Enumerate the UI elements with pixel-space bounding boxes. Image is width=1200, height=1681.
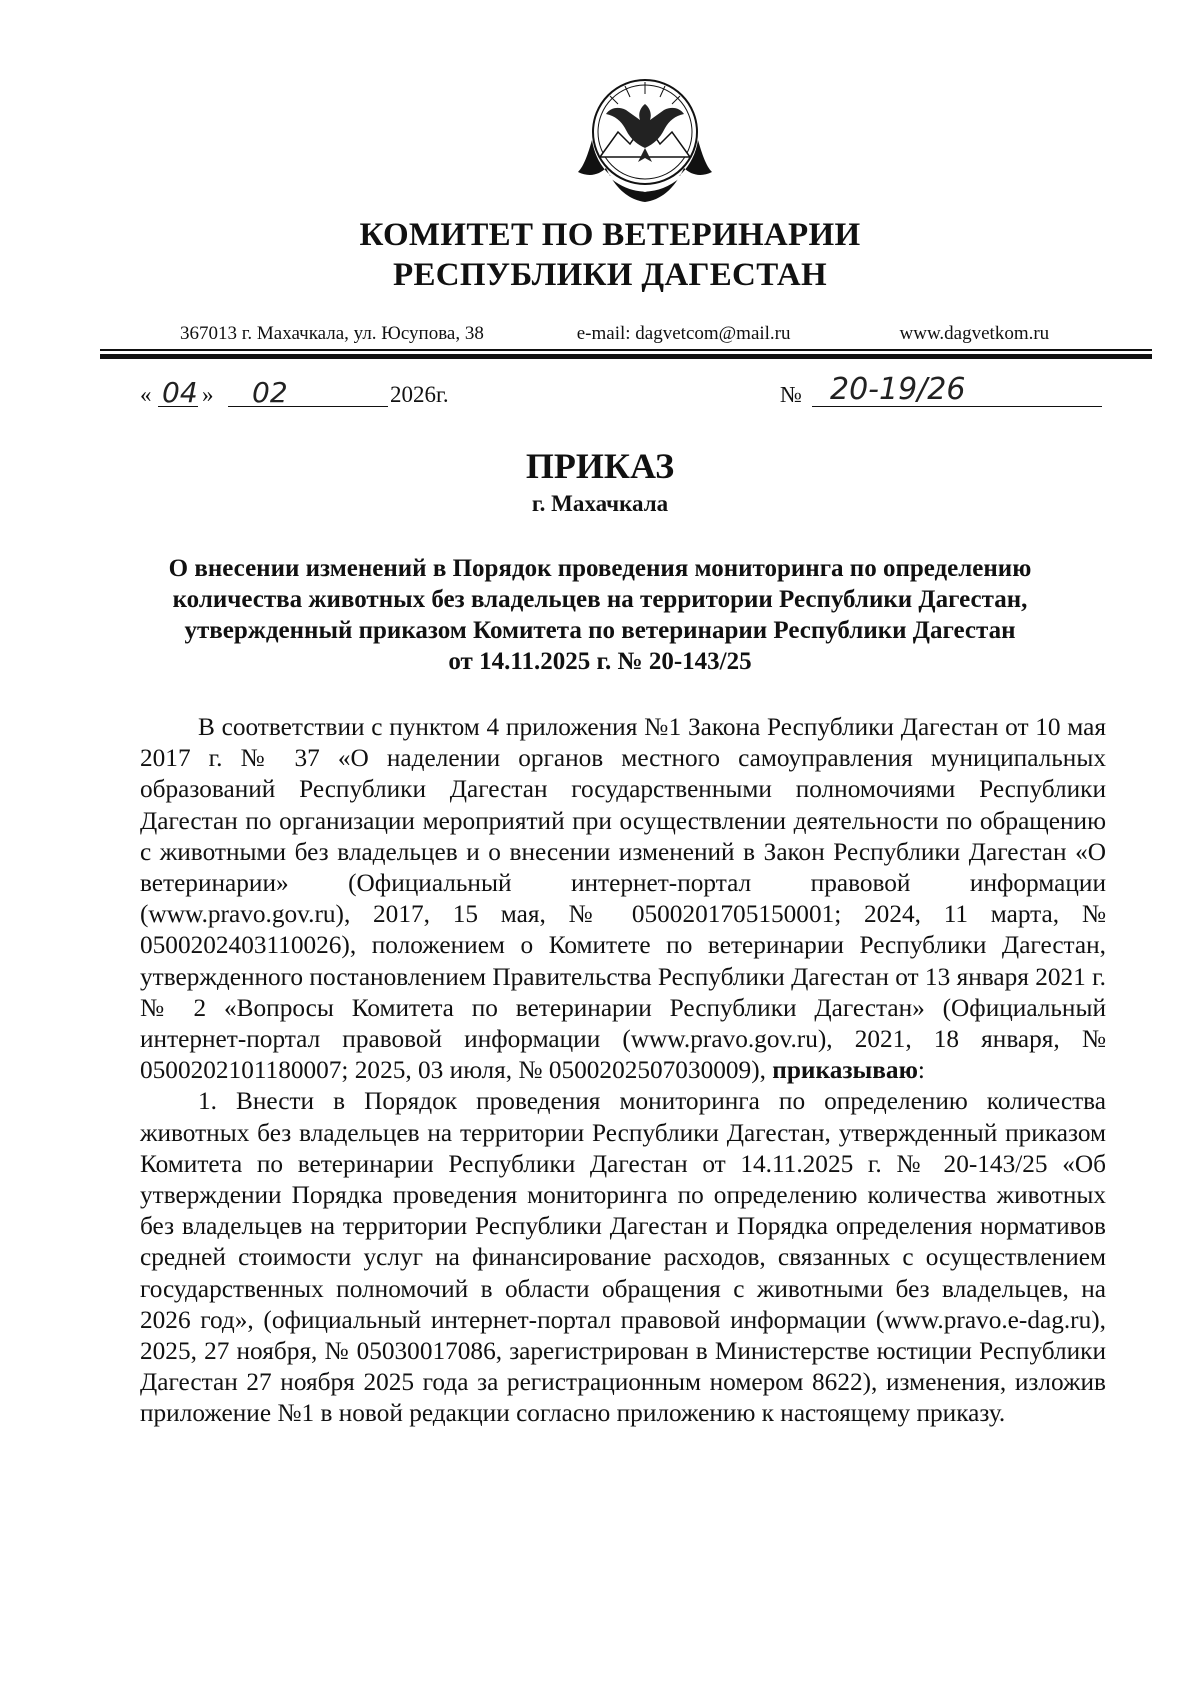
preamble-paragraph (140, 712, 1106, 1086)
org-name-line-1: КОМИТЕТ ПО ВЕТЕРИНАРИИ (359, 217, 861, 253)
address: 367013 г. Махачкала, ул. Юсупова, 38 (180, 323, 484, 344)
clause-1-paragraph: 1. Внести в Порядок проведения мониторинга по определению количества животных без владельцев на территории Республики Дагестан, утвержденный приказом Комитета по ветеринарии Республики Дагестан от 14.11.2025 г. № 20-143/25 «Об утверждении Порядка проведения мониторинга по определению количества животных без владельцев на территории Республики Дагестан и Порядка определения нормативов средней стоимости услуг на финансирование расходов, связанных с осуществлением государственных полномочий в области обращения с животными без владельцев, на 2026 год», (официальный интернет-портал правовой информации (www.pravo.e-dag.ru), 2025, 27 ноября, № 05030017086, зарегистрирован в Министерстве юстиции Республики Дагестан 27 ноября 2025 года за регистрационным номером 8622), изменения, изложив приложение №1 в новой редакции согласно приложению к настоящему приказу. (140, 1087, 1106, 1428)
preamble-text: В соответствии с пунктом 4 приложения №1 Закона Республики Дагестан от 10 мая 2017 г. № 37 «О наделении органов местного самоуправления муниципальных образований Республики Дагестан государственными полномочиями Республики Дагестан по организации мероприятий при осуществлении деятельности по обращению с животными без владельцев и о внесении изменений в Закон Республики Дагестан «О ветеринарии» (Официальный интернет-портал правовой информации (www.pravo.gov.ru), 2017, 15 мая, № 0500201705150001; 2024, 11 марта, № 0500202403110026), положением о Комитете по ветеринарии Республики Дагестан, утвержденного постановлением Правительства Республики Дагестан от 13 января 2021 г. № 2 «Вопросы Комитета по ветеринарии Республики Дагестан» (Официальный интернет-портал правовой информации (www.pravo.gov.ru), 2021, 18 января, № 0500202101180007; 2025, 03 июля, № 0500202507030009), (140, 713, 1106, 1085)
order-subject-heading (150, 553, 1050, 677)
org-name-line-2: РЕСПУБЛИКИ ДАГЕСТАН (393, 257, 827, 293)
document-city: г. Махачкала (531, 491, 669, 516)
heading-line-2: количества животных без владельцев на территории Республики Дагестан, (172, 586, 1028, 613)
email: e-mail: dagvetcom@mail.ru (576, 323, 791, 344)
number-label: № (780, 382, 802, 407)
order-number: 20-19/26 (830, 372, 966, 407)
date-number-row (140, 372, 1100, 420)
website: www.dagvetkom.ru (899, 323, 1050, 344)
header-rule-thin (100, 349, 1152, 351)
open-quote: « (140, 382, 152, 407)
organization-name (300, 215, 920, 295)
coat-of-arms-emblem (570, 62, 720, 212)
header-rule-thick (100, 354, 1152, 359)
heading-line-4: от 14.11.2025 г. № 20-143/25 (448, 648, 752, 675)
order-colon: : (917, 1056, 925, 1085)
date-day: 04 (162, 376, 198, 409)
close-quote: » (202, 382, 214, 407)
document-title: ПРИКАЗ (525, 446, 675, 486)
heading-line-3: утвержденный приказом Комитета по ветеринарии Республики Дагестан (184, 617, 1016, 644)
order-word: приказываю (772, 1056, 918, 1085)
date-year: 2026г. (390, 382, 449, 407)
date-month: 02 (252, 376, 288, 409)
heading-line-1: О внесении изменений в Порядок проведения мониторинга по определению (168, 555, 1032, 582)
contacts-line (180, 322, 1090, 346)
order-body (140, 712, 1106, 1430)
